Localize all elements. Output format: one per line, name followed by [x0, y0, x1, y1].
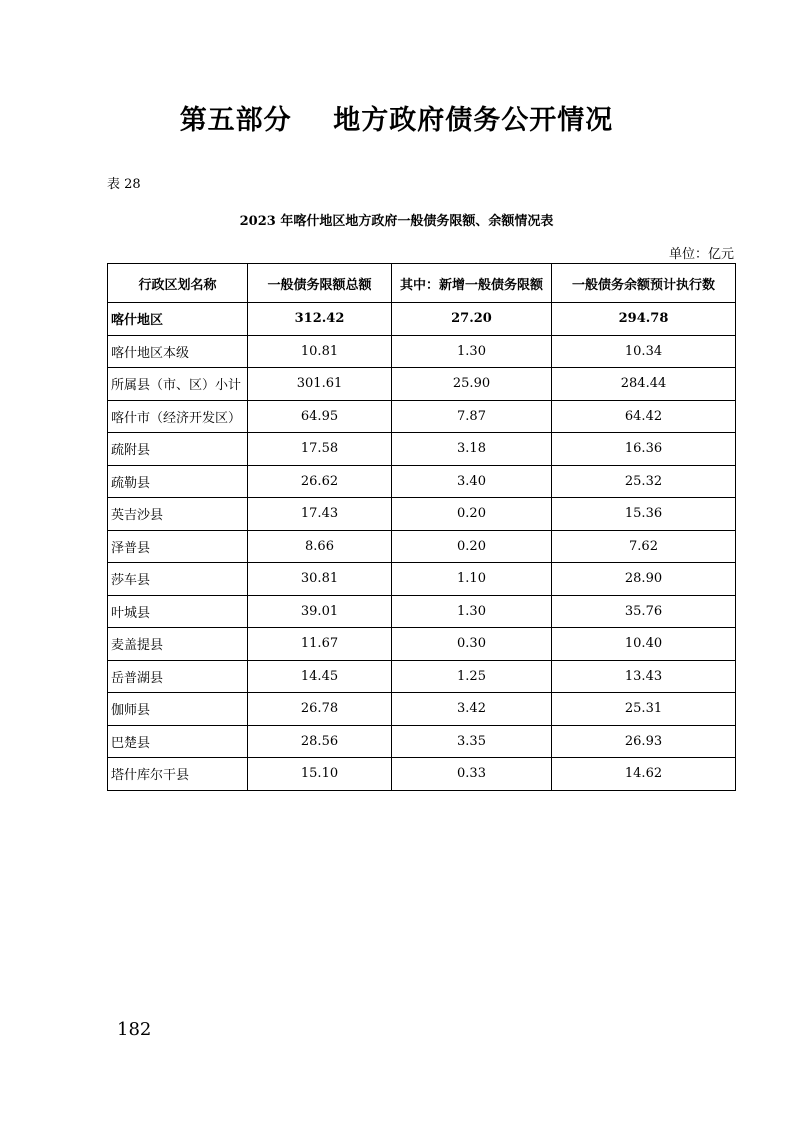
- debt-table: [107, 263, 736, 791]
- table-row: [108, 595, 736, 628]
- cell-region-name: 岳普湖县: [108, 660, 248, 693]
- cell-balance-estimate: 14.62: [552, 758, 736, 791]
- cell-region-name: 疏勒县: [108, 465, 248, 498]
- cell-new-limit: 3.35: [392, 725, 552, 758]
- cell-limit-total: 17.43: [248, 498, 392, 531]
- table-row: [108, 303, 736, 336]
- cell-new-limit: 3.40: [392, 465, 552, 498]
- cell-balance-estimate: 25.31: [552, 693, 736, 726]
- cell-region-name: 疏附县: [108, 433, 248, 466]
- cell-new-limit: 0.20: [392, 530, 552, 563]
- cell-new-limit: 1.30: [392, 595, 552, 628]
- table-row: [108, 368, 736, 401]
- cell-new-limit: 7.87: [392, 400, 552, 433]
- table-row: [108, 693, 736, 726]
- cell-balance-estimate: 28.90: [552, 563, 736, 596]
- cell-limit-total: 30.81: [248, 563, 392, 596]
- cell-limit-total: 8.66: [248, 530, 392, 563]
- cell-limit-total: 14.45: [248, 660, 392, 693]
- cell-new-limit: 25.90: [392, 368, 552, 401]
- unit-label: 单位：亿元: [668, 247, 734, 262]
- cell-region-name: 莎车县: [108, 563, 248, 596]
- table-row: [108, 530, 736, 563]
- table-row: [108, 335, 736, 368]
- cell-balance-estimate: 10.40: [552, 628, 736, 661]
- cell-region-name: 喀什市（经济开发区）: [108, 400, 248, 433]
- cell-limit-total: 26.62: [248, 465, 392, 498]
- cell-region-name: 麦盖提县: [108, 628, 248, 661]
- cell-balance-estimate: 26.93: [552, 725, 736, 758]
- cell-new-limit: 1.25: [392, 660, 552, 693]
- cell-balance-estimate: 13.43: [552, 660, 736, 693]
- table-row: [108, 758, 736, 791]
- cell-limit-total: 39.01: [248, 595, 392, 628]
- cell-balance-estimate: 15.36: [552, 498, 736, 531]
- cell-limit-total: 17.58: [248, 433, 392, 466]
- table-header-row: [108, 264, 736, 303]
- table-row: [108, 433, 736, 466]
- cell-balance-estimate: 284.44: [552, 368, 736, 401]
- table-body: [108, 303, 736, 791]
- cell-balance-estimate: 10.34: [552, 335, 736, 368]
- cell-new-limit: 0.20: [392, 498, 552, 531]
- cell-new-limit: 1.30: [392, 335, 552, 368]
- cell-limit-total: 301.61: [248, 368, 392, 401]
- table-row: [108, 628, 736, 661]
- cell-balance-estimate: 35.76: [552, 595, 736, 628]
- cell-region-name: 所属县（市、区）小计: [108, 368, 248, 401]
- cell-region-name: 叶城县: [108, 595, 248, 628]
- cell-limit-total: 15.10: [248, 758, 392, 791]
- cell-limit-total: 26.78: [248, 693, 392, 726]
- cell-region-name: 泽普县: [108, 530, 248, 563]
- header-balance-estimate: 一般债务余额预计执行数: [552, 264, 736, 303]
- cell-new-limit: 1.10: [392, 563, 552, 596]
- cell-new-limit: 0.33: [392, 758, 552, 791]
- page-number: 182: [117, 1019, 152, 1040]
- cell-region-name: 塔什库尔干县: [108, 758, 248, 791]
- cell-region-name: 英吉沙县: [108, 498, 248, 531]
- cell-new-limit: 3.42: [392, 693, 552, 726]
- cell-region-name: 喀什地区本级: [108, 335, 248, 368]
- table-row: [108, 660, 736, 693]
- cell-limit-total: 10.81: [248, 335, 392, 368]
- cell-region-name: 巴楚县: [108, 725, 248, 758]
- cell-region-name: 喀什地区: [108, 303, 248, 336]
- header-region: 行政区划名称: [108, 264, 248, 303]
- cell-new-limit: 3.18: [392, 433, 552, 466]
- cell-limit-total: 312.42: [248, 303, 392, 336]
- cell-region-name: 伽师县: [108, 693, 248, 726]
- cell-limit-total: 11.67: [248, 628, 392, 661]
- table-row: [108, 498, 736, 531]
- table-row: [108, 563, 736, 596]
- cell-balance-estimate: 16.36: [552, 433, 736, 466]
- table-row: [108, 465, 736, 498]
- cell-balance-estimate: 7.62: [552, 530, 736, 563]
- cell-limit-total: 28.56: [248, 725, 392, 758]
- cell-balance-estimate: 64.42: [552, 400, 736, 433]
- table-row: [108, 725, 736, 758]
- table-title: 2023 年喀什地区地方政府一般债务限额、余额情况表: [239, 214, 554, 229]
- table-row: [108, 400, 736, 433]
- cell-balance-estimate: 294.78: [552, 303, 736, 336]
- header-new-limit: 其中：新增一般债务限额: [392, 264, 552, 303]
- cell-new-limit: 27.20: [392, 303, 552, 336]
- cell-limit-total: 64.95: [248, 400, 392, 433]
- section-heading: 第五部分 地方政府债务公开情况: [179, 105, 614, 136]
- header-limit-total: 一般债务限额总额: [248, 264, 392, 303]
- cell-new-limit: 0.30: [392, 628, 552, 661]
- cell-balance-estimate: 25.32: [552, 465, 736, 498]
- table-number: 表 28: [107, 177, 141, 192]
